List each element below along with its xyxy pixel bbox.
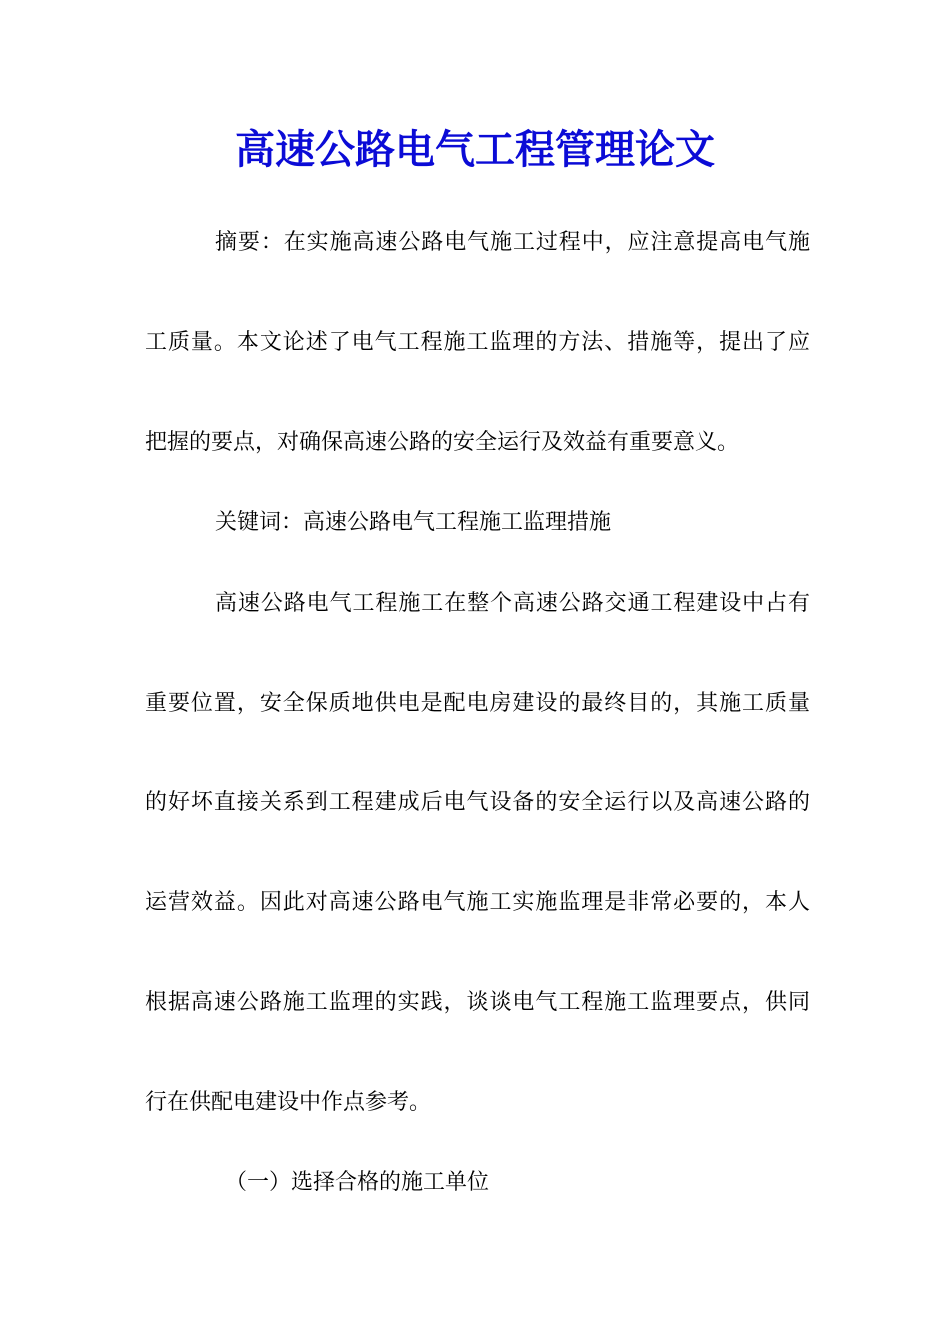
section-heading-1: （一）选择合格的施工单位 <box>225 1170 490 1195</box>
body-line-1: 高速公路电气工程施工在整个高速公路交通工程建设中占有 <box>215 591 810 616</box>
body-line-5: 根据高速公路施工监理的实践，谈谈电气工程施工监理要点，供同 <box>145 990 810 1015</box>
body-line-2: 重要位置，安全保质地供电是配电房建设的最终目的，其施工质量 <box>145 691 810 716</box>
document-title: 高速公路电气工程管理论文 <box>235 126 715 173</box>
body-line-6: 行在供配电建设中作点参考。 <box>145 1090 432 1115</box>
abstract-line-3: 把握的要点，对确保高速公路的安全运行及效益有重要意义。 <box>145 430 740 455</box>
body-line-4: 运营效益。因此对高速公路电气施工实施监理是非常必要的，本人 <box>145 890 810 915</box>
abstract-line-2: 工质量。本文论述了电气工程施工监理的方法、措施等，提出了应 <box>145 330 810 355</box>
keywords-line: 关键词：高速公路电气工程施工监理措施 <box>215 510 612 535</box>
body-line-3: 的好坏直接关系到工程建成后电气设备的安全运行以及高速公路的 <box>145 790 810 815</box>
abstract-line-1: 摘要：在实施高速公路电气施工过程中，应注意提高电气施 <box>215 230 810 255</box>
